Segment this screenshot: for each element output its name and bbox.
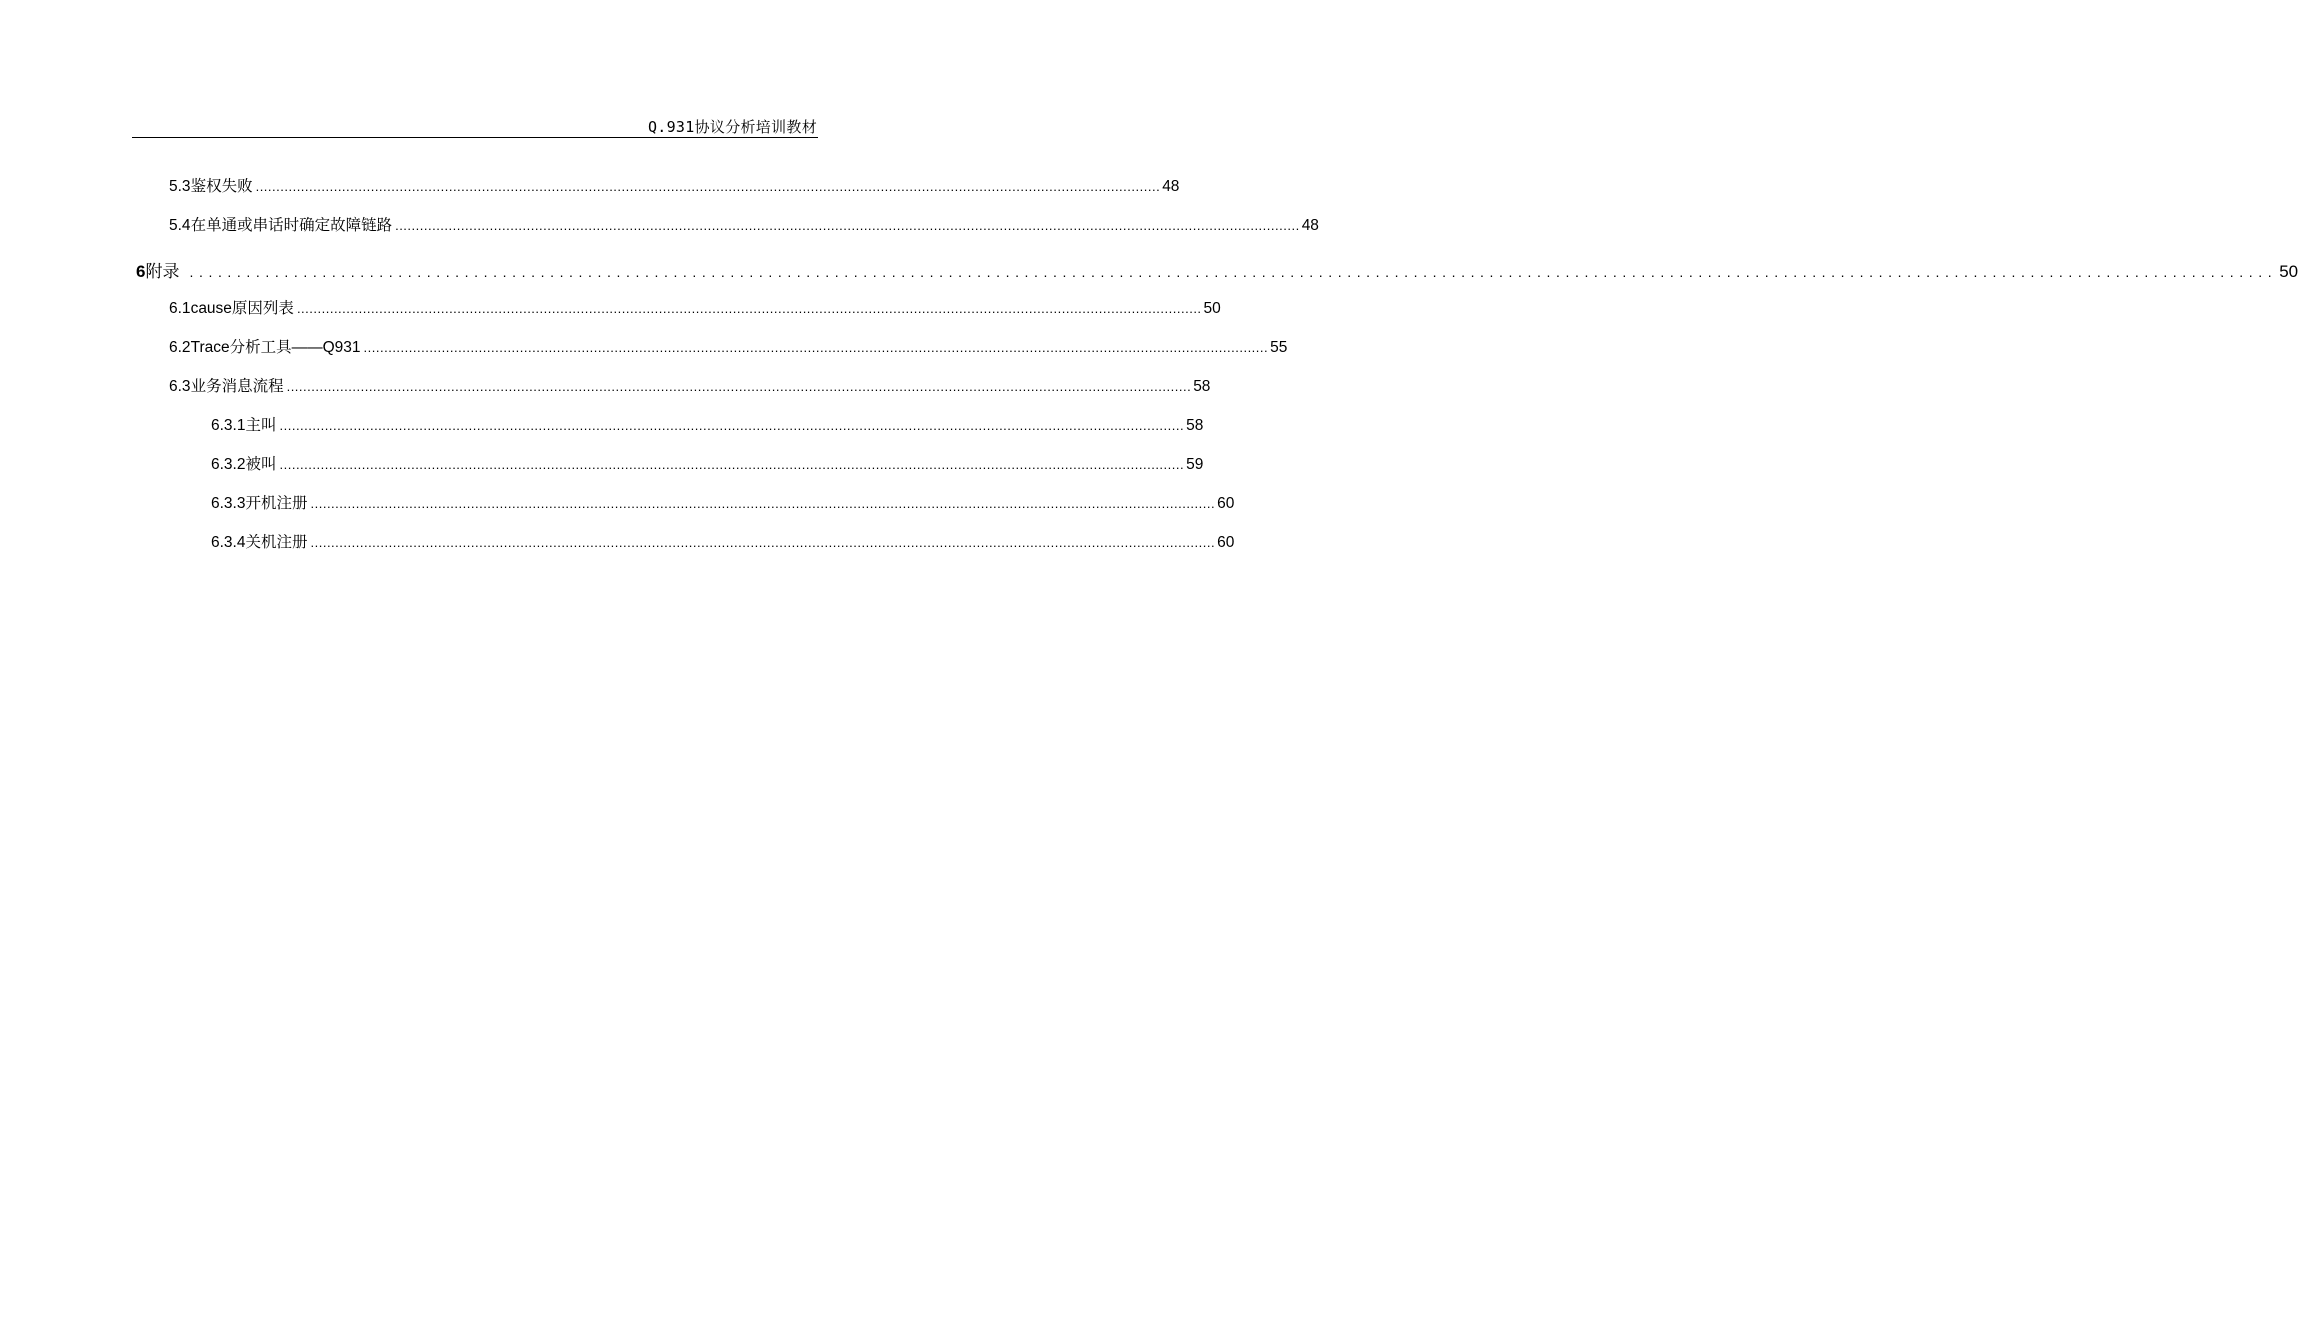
toc-number: 6.3.2 xyxy=(211,456,246,473)
toc-entry[interactable] xyxy=(169,374,1211,396)
toc-page: 50 xyxy=(1203,300,1221,317)
toc-entry[interactable] xyxy=(169,335,1288,357)
toc-leader: ............................................................................................................................................................................................................................ xyxy=(310,535,1216,550)
toc-entry[interactable] xyxy=(211,413,1204,435)
toc-title: 鉴权失败 xyxy=(190,178,253,195)
toc-number: 6.3.1 xyxy=(211,417,246,434)
toc-leader: ............................................................................................................................................................................................................................ xyxy=(255,179,1161,194)
toc-entry[interactable] xyxy=(169,296,1221,318)
page-header xyxy=(132,112,818,138)
toc-page: 55 xyxy=(1270,339,1288,356)
toc-entry[interactable] xyxy=(169,174,1180,196)
toc-number: 6 xyxy=(136,262,146,281)
toc-page: 48 xyxy=(1162,178,1180,195)
toc-number: 5.3 xyxy=(169,178,191,195)
toc-page: 50 xyxy=(2279,262,2298,281)
toc-title: 被叫 xyxy=(245,456,277,473)
toc-number: 6.2 xyxy=(169,339,191,356)
header-title: Q.931协议分析培训教材 xyxy=(647,118,817,136)
toc-page: 48 xyxy=(1301,217,1319,234)
toc-title: 主叫 xyxy=(245,417,277,434)
toc-title: 在单通或串话时确定故障链路 xyxy=(190,217,393,234)
toc-title: Trace分析工具——Q931 xyxy=(190,339,361,356)
toc-leader: ............................................................................................................................................................................................................................ xyxy=(296,301,1202,316)
toc-number: 6.3.3 xyxy=(211,495,246,512)
toc-number: 6.3 xyxy=(169,378,191,395)
toc-title: 关机注册 xyxy=(245,534,308,551)
toc-page: 58 xyxy=(1193,378,1211,395)
toc-page: 58 xyxy=(1186,417,1204,434)
toc-entry[interactable] xyxy=(136,257,2298,282)
toc-leader: ............................................................................................................................................................................................................................ xyxy=(310,496,1216,511)
toc-entry[interactable] xyxy=(211,530,1235,552)
toc-leader: ............................................................................................................................................................................................................................ xyxy=(279,418,1185,433)
toc-entry[interactable] xyxy=(169,213,1319,235)
toc-title: 业务消息流程 xyxy=(190,378,284,395)
toc-number: 5.4 xyxy=(169,217,191,234)
toc-leader: ............................................................................................................................................................................................................................ xyxy=(279,457,1185,472)
toc-entry[interactable] xyxy=(211,452,1204,474)
toc-page: 60 xyxy=(1217,495,1235,512)
toc-title: 附录 xyxy=(145,262,180,281)
toc-leader: ............................................................................................................................................................................................................................ xyxy=(363,340,1269,355)
toc-number: 6.3.4 xyxy=(211,534,246,551)
toc-leader: ............................................................................................................................................................................................................................ xyxy=(395,218,1300,233)
toc-title: cause原因列表 xyxy=(190,300,294,317)
toc-number: 6.1 xyxy=(169,300,191,317)
toc-page: 60 xyxy=(1217,534,1235,551)
toc-page: 59 xyxy=(1186,456,1204,473)
toc-entry[interactable] xyxy=(211,491,1235,513)
toc-leader: ............................................................................................................................................................................................................................ xyxy=(189,264,2278,280)
toc-title: 开机注册 xyxy=(245,495,308,512)
toc-leader: ............................................................................................................................................................................................................................ xyxy=(286,379,1192,394)
